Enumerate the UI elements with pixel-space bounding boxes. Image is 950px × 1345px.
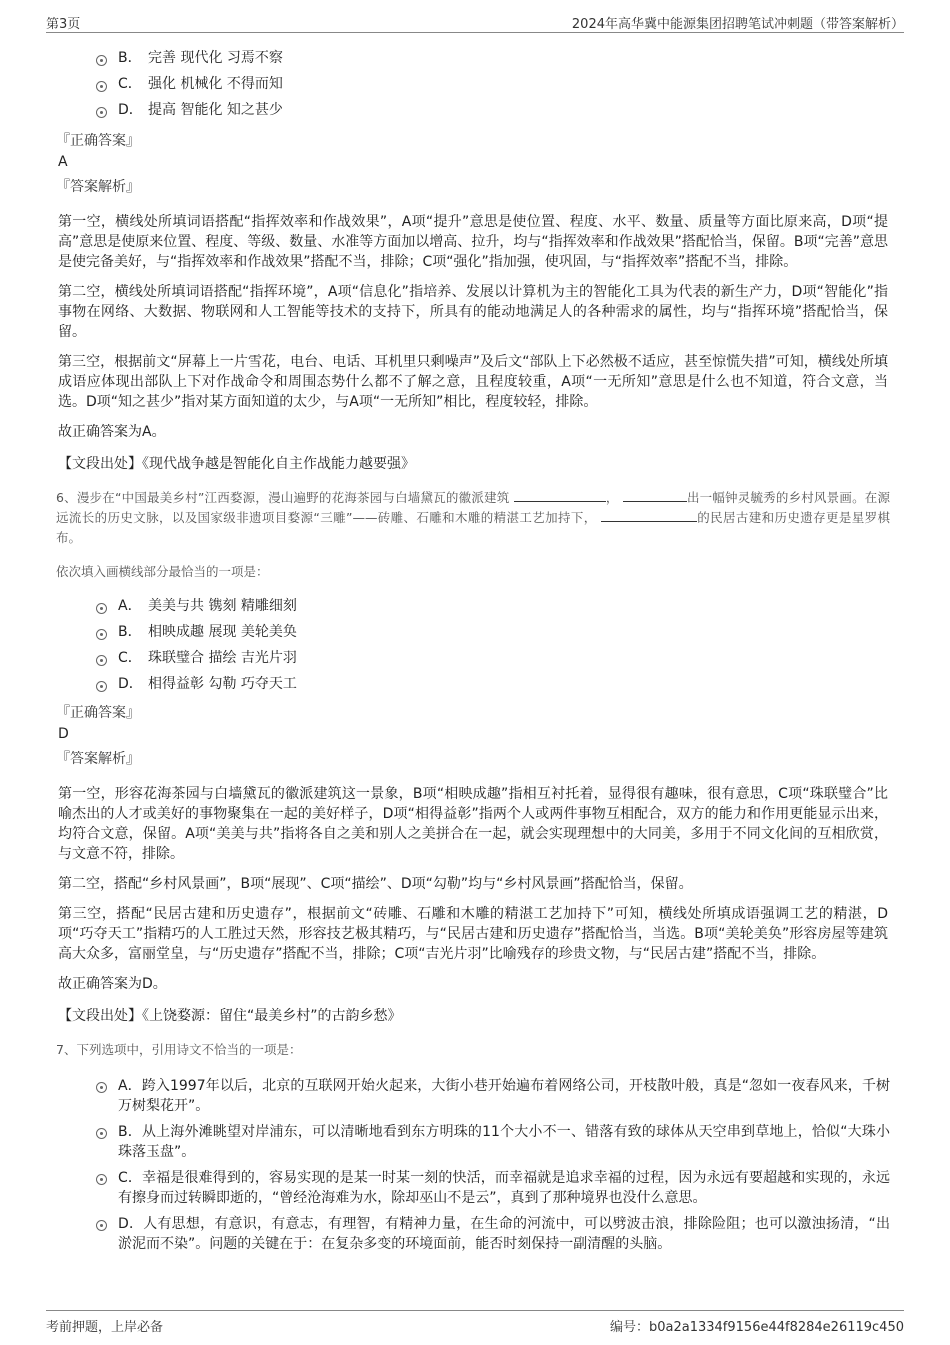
page-footer <box>46 1310 904 1335</box>
option-d[interactable]: D． 相得益彰 勾勒 巧夺天工 <box>56 672 890 698</box>
option-a[interactable]: A． 美美与共 镌刻 精雕细刻 <box>56 594 890 620</box>
analysis-label: 『答案解析』 <box>56 751 140 767</box>
option-b[interactable]: B．从上海外滩眺望对岸浦东，可以清晰地看到东方明珠的11个大小不一、错落有致的球体从天空串到草地上，恰似“大珠小珠落玉盘”。 <box>56 1122 890 1162</box>
radio-icon[interactable] <box>96 629 107 640</box>
analysis-paragraph: 第一空，形容花海茶园与白墙黛瓦的徽派建筑这一景象，B项“相映成趣”指相互衬托着，显得很有趣味，很有意思，C项“珠联璧合”比喻杰出的人才或美好的事物聚集在一起的美好样子，D项“相得益彰”指两个人或两件事物互相配合，双方的能力和作用更能显示出来，均符合文意，保留。A项“美美与共”指将各自之美和别人之美拼合在一起，就会实现理想中的大同美，多用于不同文化间的互相欣赏，与文意不符，排除。 <box>58 786 888 862</box>
radio-icon[interactable] <box>96 681 107 692</box>
option-b[interactable]: B． 相映成趣 展现 美轮美奂 <box>56 620 890 646</box>
analysis-paragraph: 第三空，根据前文“屏幕上一片雪花，电台、电话、耳机里只剩噪声”及后文“部队上下必然极不适应，甚至惊慌失措”可知，横线处所填成语应体现出部队上下对作战命令和周围态势什么都不了解之意，且程度较重，A项“一无所知”意思是什么也不知道，符合文意，当选。D项“知之甚少”指对某方面知道的太少，与A项“一无所知”相比，程度较轻，排除。 <box>58 354 888 410</box>
analysis-paragraph: 第二空，搭配“乡村风景画”，B项“展现”、C项“描绘”、D项“勾勒”均与“乡村风景画”搭配恰当，保留。 <box>58 876 693 892</box>
radio-icon[interactable] <box>96 107 107 118</box>
document-title: 2024年高华冀中能源集团招聘笔试冲刺题（带答案解析） <box>571 17 904 32</box>
fill-blank <box>623 488 687 502</box>
radio-icon[interactable] <box>96 655 107 666</box>
analysis-conclusion: 故正确答案为A。 <box>58 424 166 440</box>
source-citation: 【文段出处】《现代战争越是智能化自主作战能力越要强》 <box>58 456 415 472</box>
analysis-paragraph: 第一空，横线处所填词语搭配“指挥效率和作战效果”，A项“提升”意思是使位置、程度、水平、数量、质量等方面比原来高，D项“提高”意思是使原来位置、程度、等级、数量、水准等方面加以增高、拉升，均与“指挥效率和作战效果”搭配恰当，保留。B项“完善”意思是使完备美好，与“指挥效率和作战效果”搭配不当，排除；C项“强化”指加强，使巩固，与“指挥效率”搭配不当，排除。 <box>58 214 888 270</box>
footer-slogan: 考前押题，上岸必备 <box>46 1320 164 1335</box>
q6-options <box>56 594 890 698</box>
radio-icon[interactable] <box>96 1220 107 1231</box>
radio-icon[interactable] <box>96 1082 107 1093</box>
page-header <box>46 10 904 33</box>
radio-icon[interactable] <box>96 603 107 614</box>
analysis-conclusion: 故正确答案为D。 <box>58 976 167 992</box>
fill-blank <box>601 508 697 522</box>
analysis-label: 『答案解析』 <box>56 179 140 195</box>
radio-icon[interactable] <box>96 1174 107 1185</box>
radio-icon[interactable] <box>96 81 107 92</box>
option-c[interactable]: C． 强化 机械化 不得而知 <box>56 72 890 98</box>
analysis-paragraph: 第二空，横线处所填词语搭配“指挥环境”，A项“信息化”指培养、发展以计算机为主的智能化工具为代表的新生产力，D项“智能化”指事物在网络、大数据、物联网和人工智能等技术的支持下，所具有的能动地满足人的各种需求的属性，均与“指挥环境”搭配恰当，保留。 <box>58 284 888 340</box>
analysis-paragraph: 第三空，搭配“民居古建和历史遗存”，根据前文“砖雕、石雕和木雕的精湛工艺加持下”可知，横线处所填成语强调工艺的精湛，D项“巧夺天工”指精巧的人工胜过天然，形容技艺极其精巧，与“民居古建和历史遗存”搭配恰当，当选。B项“美轮美奂”形容房屋等建筑高大众多，富丽堂皇，与“历史遗存”搭配不当，排除；C项“吉光片羽”比喻残存的珍贵文物，与“民居古建”搭配不当，排除。 <box>58 906 888 962</box>
q5-options <box>56 46 890 124</box>
radio-icon[interactable] <box>96 55 107 66</box>
question-stem: 7、下列选项中，引用诗文不恰当的一项是： <box>56 1042 302 1057</box>
page-content <box>56 42 890 1260</box>
option-a[interactable]: A．跨入1997年以后，北京的互联网开始火起来，大街小巷开始遍布着网络公司，开枝散叶般，真是“忽如一夜春风来，千树万树梨花开”。 <box>56 1076 890 1116</box>
correct-answer-label: 『正确答案』 <box>56 705 140 721</box>
document-id: 编号：b0a2a1334f9156e44f8284e26119c450 <box>610 1320 904 1335</box>
q7-options <box>56 1076 890 1254</box>
source-citation: 【文段出处】《上饶婺源：留住“最美乡村”的古韵乡愁》 <box>58 1008 402 1024</box>
question-stem: 6、漫步在“中国最美乡村”江西婺源，漫山遍野的花海茶园与白墙黛瓦的徽派建筑 ， 出一幅钟灵毓秀的乡村风景画。在源远流长的历史文脉，以及国家级非遗项目婺源“三雕”——砖雕、石雕和木雕的精湛工艺加持下， 的民居古建和历史遗存更是星罗棋布。 <box>56 490 890 545</box>
correct-answer: D <box>58 726 69 742</box>
page-number: 第3页 <box>46 17 81 32</box>
fill-blank <box>514 488 606 502</box>
option-d[interactable]: D． 提高 智能化 知之甚少 <box>56 98 890 124</box>
option-d[interactable]: D．人有思想，有意识，有意志，有理智，有精神力量，在生命的河流中，可以劈波击浪，排除险阻；也可以激浊扬清，“出淤泥而不染”。问题的关键在于：在复杂多变的环境面前，能否时刻保持一副清醒的头脑。 <box>56 1214 890 1254</box>
radio-icon[interactable] <box>96 1128 107 1139</box>
correct-answer-label: 『正确答案』 <box>56 133 140 149</box>
correct-answer: A <box>58 154 68 170</box>
option-c[interactable]: C． 珠联璧合 描绘 吉光片羽 <box>56 646 890 672</box>
option-c[interactable]: C．幸福是很难得到的，容易实现的是某一时某一刻的快活，而幸福就是追求幸福的过程，因为永远有要超越和实现的，永远有擦身而过转瞬即逝的，“曾经沧海难为水，除却巫山不是云”，真到了那种境界也没什么意思。 <box>56 1168 890 1208</box>
question-prompt: 依次填入画横线部分最恰当的一项是： <box>56 564 269 579</box>
option-b[interactable]: B． 完善 现代化 习焉不察 <box>56 46 890 72</box>
